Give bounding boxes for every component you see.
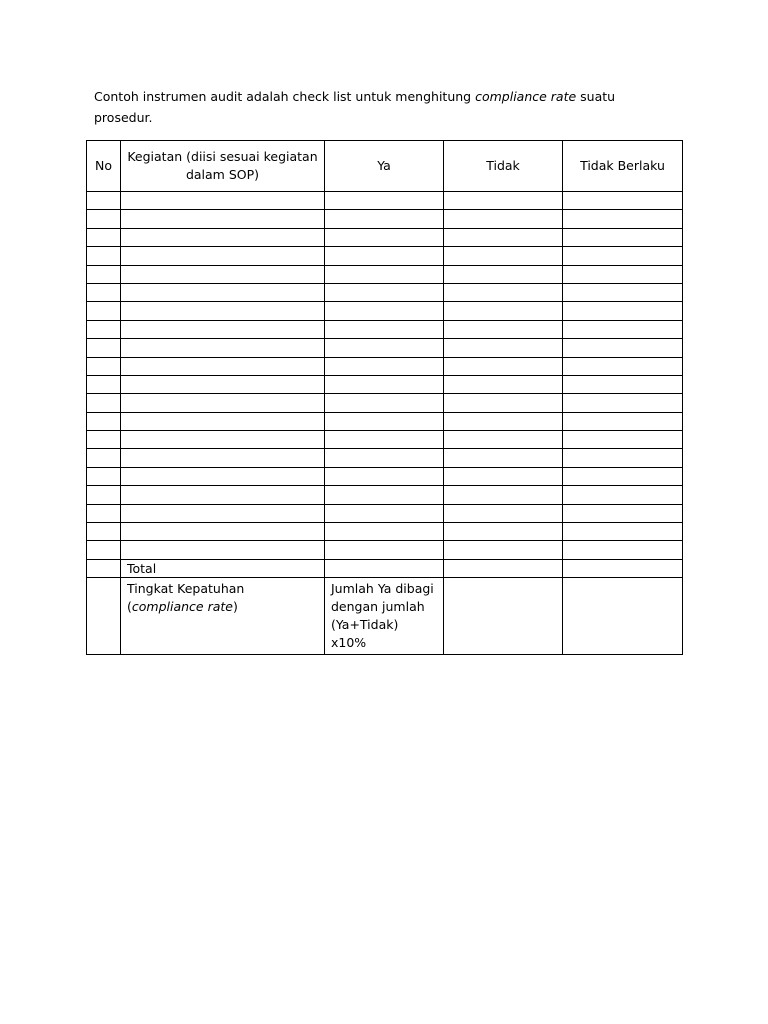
tidak-berlaku-cell	[563, 283, 683, 301]
compliance-rate-label	[121, 577, 325, 654]
audit-checklist-table	[86, 140, 683, 655]
no-cell	[87, 541, 121, 559]
total-tidak-berlaku-cell	[563, 559, 683, 577]
no-cell	[87, 394, 121, 412]
tidak-berlaku-cell	[563, 412, 683, 430]
table-header-row	[87, 141, 683, 192]
intro-text-end: suatu prosedur.	[94, 89, 616, 125]
tidak-cell	[444, 541, 563, 559]
tidak-cell	[444, 431, 563, 449]
rate-tidak-cell	[444, 577, 563, 654]
intro-emphasis: compliance rate	[475, 89, 577, 104]
ya-cell	[325, 504, 444, 522]
ya-cell	[325, 523, 444, 541]
no-cell	[87, 265, 121, 283]
total-no-cell	[87, 559, 121, 577]
table-row	[87, 210, 683, 228]
table-row	[87, 357, 683, 375]
header-tidak: Tidak	[444, 141, 563, 192]
ya-cell	[325, 467, 444, 485]
tidak-berlaku-cell	[563, 357, 683, 375]
tidak-berlaku-cell	[563, 210, 683, 228]
tidak-berlaku-cell	[563, 504, 683, 522]
kegiatan-cell	[121, 431, 325, 449]
tidak-cell	[444, 394, 563, 412]
table-row	[87, 467, 683, 485]
table-row	[87, 449, 683, 467]
kegiatan-cell	[121, 467, 325, 485]
tidak-cell	[444, 283, 563, 301]
ya-cell	[325, 412, 444, 430]
table-body	[87, 192, 683, 655]
kegiatan-cell	[121, 228, 325, 246]
tidak-cell	[444, 467, 563, 485]
kegiatan-cell	[121, 486, 325, 504]
table-row	[87, 486, 683, 504]
total-label: Total	[121, 559, 325, 577]
ya-cell	[325, 486, 444, 504]
total-ya-cell	[325, 559, 444, 577]
tidak-cell	[444, 265, 563, 283]
kegiatan-cell	[121, 523, 325, 541]
tidak-cell	[444, 320, 563, 338]
tidak-cell	[444, 210, 563, 228]
kegiatan-cell	[121, 302, 325, 320]
tidak-berlaku-cell	[563, 431, 683, 449]
tidak-cell	[444, 449, 563, 467]
intro-paragraph	[94, 86, 654, 128]
table-row	[87, 192, 683, 210]
intro-text-start: Contoh instrumen audit adalah check list untuk menghitung	[94, 89, 476, 104]
ya-cell	[325, 394, 444, 412]
table-row	[87, 283, 683, 301]
kegiatan-cell	[121, 504, 325, 522]
rate-no-cell	[87, 577, 121, 654]
rate-tidak-berlaku-cell	[563, 577, 683, 654]
no-cell	[87, 283, 121, 301]
tidak-berlaku-cell	[563, 486, 683, 504]
kegiatan-cell	[121, 210, 325, 228]
no-cell	[87, 467, 121, 485]
tidak-berlaku-cell	[563, 375, 683, 393]
ya-cell	[325, 302, 444, 320]
table-row	[87, 247, 683, 265]
no-cell	[87, 449, 121, 467]
kegiatan-cell	[121, 449, 325, 467]
ya-cell	[325, 210, 444, 228]
ya-cell	[325, 265, 444, 283]
table-row	[87, 320, 683, 338]
tidak-cell	[444, 486, 563, 504]
tidak-cell	[444, 302, 563, 320]
kegiatan-cell	[121, 339, 325, 357]
header-tidak-berlaku: Tidak Berlaku	[563, 141, 683, 192]
total-row	[87, 559, 683, 577]
no-cell	[87, 302, 121, 320]
rate-label-emphasis: compliance rate	[131, 598, 233, 614]
tidak-berlaku-cell	[563, 339, 683, 357]
no-cell	[87, 486, 121, 504]
kegiatan-cell	[121, 320, 325, 338]
ya-cell	[325, 228, 444, 246]
kegiatan-cell	[121, 192, 325, 210]
kegiatan-cell	[121, 412, 325, 430]
kegiatan-cell	[121, 357, 325, 375]
table-row	[87, 431, 683, 449]
ya-cell	[325, 192, 444, 210]
kegiatan-cell	[121, 265, 325, 283]
ya-cell	[325, 247, 444, 265]
ya-cell	[325, 449, 444, 467]
tidak-berlaku-cell	[563, 523, 683, 541]
no-cell	[87, 320, 121, 338]
kegiatan-cell	[121, 541, 325, 559]
header-ya: Ya	[325, 141, 444, 192]
kegiatan-cell	[121, 394, 325, 412]
table-row	[87, 523, 683, 541]
kegiatan-cell	[121, 283, 325, 301]
no-cell	[87, 210, 121, 228]
kegiatan-cell	[121, 247, 325, 265]
table-row	[87, 375, 683, 393]
ya-cell	[325, 320, 444, 338]
rate-label-end: )	[232, 598, 238, 614]
no-cell	[87, 431, 121, 449]
no-cell	[87, 375, 121, 393]
no-cell	[87, 192, 121, 210]
ya-cell	[325, 339, 444, 357]
table-row	[87, 504, 683, 522]
tidak-cell	[444, 339, 563, 357]
no-cell	[87, 357, 121, 375]
header-no: No	[87, 141, 121, 192]
compliance-rate-formula: Jumlah Ya dibagi dengan jumlah (Ya+Tidak) x10%	[325, 577, 444, 654]
no-cell	[87, 523, 121, 541]
no-cell	[87, 339, 121, 357]
tidak-berlaku-cell	[563, 394, 683, 412]
ya-cell	[325, 541, 444, 559]
tidak-cell	[444, 357, 563, 375]
tidak-berlaku-cell	[563, 449, 683, 467]
ya-cell	[325, 375, 444, 393]
header-kegiatan: Kegiatan (diisi sesuai kegiatan dalam SOP)	[121, 141, 325, 192]
no-cell	[87, 247, 121, 265]
table-row	[87, 541, 683, 559]
tidak-cell	[444, 375, 563, 393]
ya-cell	[325, 283, 444, 301]
tidak-berlaku-cell	[563, 265, 683, 283]
tidak-cell	[444, 504, 563, 522]
no-cell	[87, 228, 121, 246]
tidak-cell	[444, 192, 563, 210]
kegiatan-cell	[121, 375, 325, 393]
ya-cell	[325, 357, 444, 375]
table-row	[87, 339, 683, 357]
tidak-berlaku-cell	[563, 247, 683, 265]
tidak-berlaku-cell	[563, 541, 683, 559]
tidak-berlaku-cell	[563, 320, 683, 338]
tidak-cell	[444, 247, 563, 265]
tidak-berlaku-cell	[563, 302, 683, 320]
tidak-berlaku-cell	[563, 228, 683, 246]
compliance-rate-row	[87, 577, 683, 654]
table-row	[87, 412, 683, 430]
tidak-cell	[444, 228, 563, 246]
total-tidak-cell	[444, 559, 563, 577]
table-row	[87, 228, 683, 246]
no-cell	[87, 504, 121, 522]
no-cell	[87, 412, 121, 430]
ya-cell	[325, 431, 444, 449]
tidak-cell	[444, 523, 563, 541]
table-row	[87, 394, 683, 412]
rate-label-start: Tingkat Kepatuhan (	[127, 580, 245, 614]
table-row	[87, 265, 683, 283]
table-row	[87, 302, 683, 320]
tidak-berlaku-cell	[563, 467, 683, 485]
tidak-berlaku-cell	[563, 192, 683, 210]
tidak-cell	[444, 412, 563, 430]
